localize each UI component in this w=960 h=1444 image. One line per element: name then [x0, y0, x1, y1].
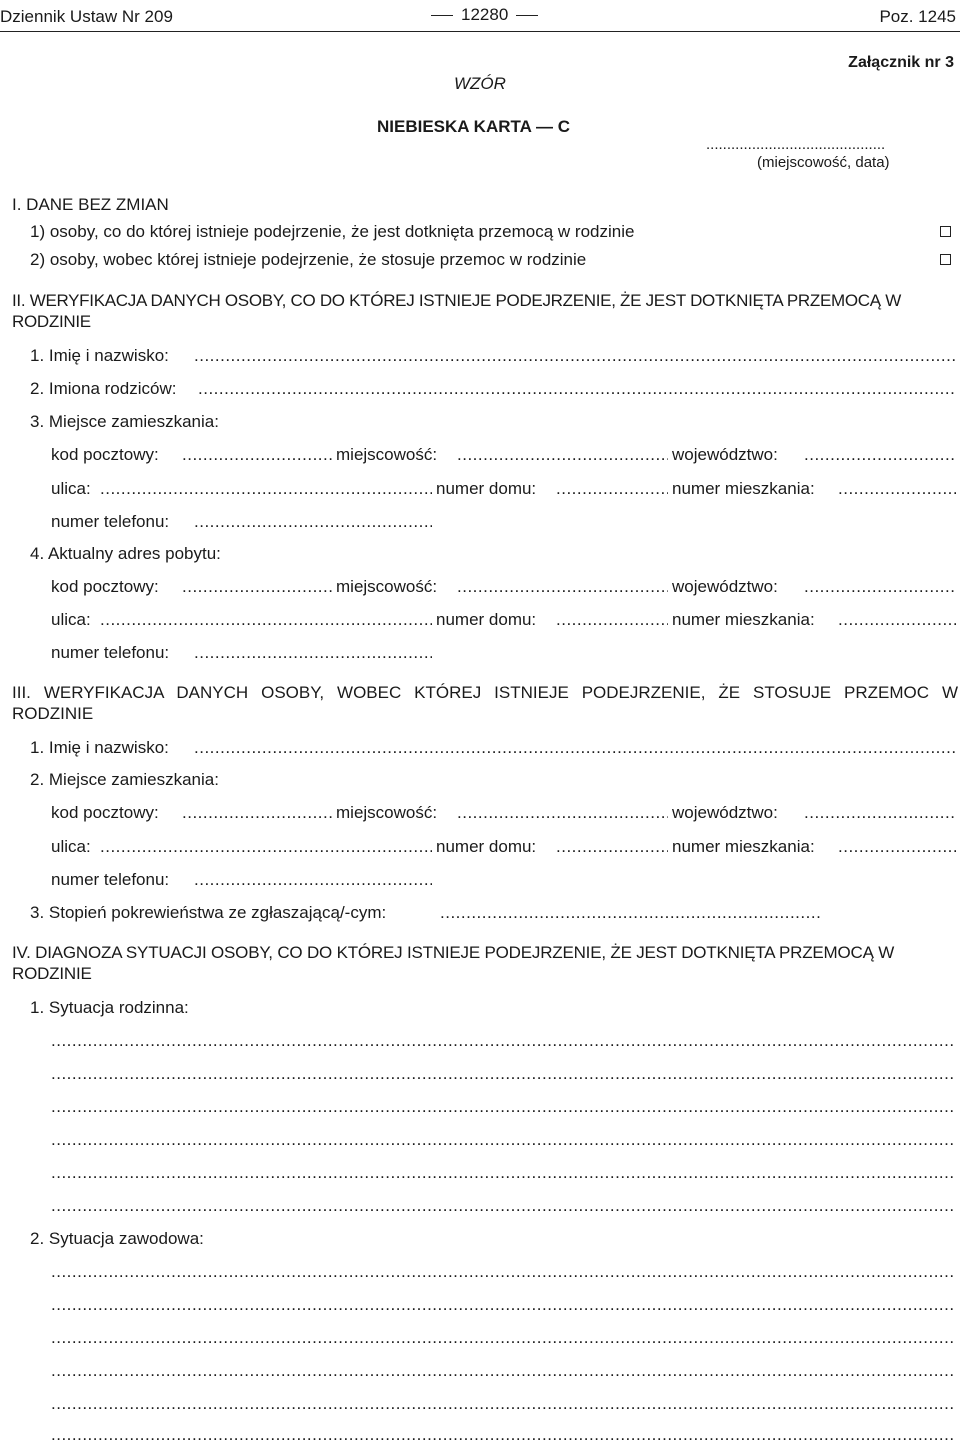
s2-city-label: miejscowość: — [336, 445, 438, 464]
position-number: Poz. 1245 — [879, 7, 956, 26]
s2c-street-field[interactable] — [100, 609, 432, 630]
s4-work-line-4[interactable] — [51, 1360, 956, 1381]
s2-parents-field[interactable] — [198, 378, 956, 399]
s2-postal-field[interactable] — [182, 444, 332, 465]
s2c-voivodeship-label: województwo: — [672, 577, 778, 596]
s2c-postal-field[interactable] — [182, 576, 332, 597]
s4-family-line-1[interactable] — [51, 1030, 956, 1051]
s2-house-label: numer domu: — [436, 479, 537, 498]
checkbox-victim[interactable] — [940, 226, 951, 237]
s2-voivodeship-field[interactable] — [804, 444, 956, 465]
s4-family-label: 1. Sytuacja rodzinna: — [30, 998, 189, 1017]
s3-kinship-label: 3. Stopień pokrewieństwa ze zgłaszającą/-cym: — [30, 903, 387, 922]
section-3-heading: III. WERYFIKACJA DANYCH OSOBY, WOBEC KTÓREJ ISTNIEJE PODEJRZENIE, ŻE STOSUJE PRZEMOC W RODZINIE — [12, 683, 958, 724]
s2-postal-label: kod pocztowy: — [51, 445, 159, 464]
s3-city-field[interactable] — [457, 802, 668, 823]
section-1-item-1: 1) osoby, co do której istnieje podejrzenie, że jest dotknięta przemocą w rodzinie — [30, 222, 635, 241]
s3-street-label: ulica: — [51, 837, 91, 856]
s4-work-line-6[interactable] — [51, 1424, 956, 1442]
s2-phone-label: numer telefonu: — [51, 512, 170, 531]
s3-city-label: miejscowość: — [336, 803, 438, 822]
s4-family-line-4[interactable] — [51, 1129, 956, 1150]
journal-title: Dziennik Ustaw Nr 209 — [0, 7, 173, 26]
annex-label: Załącznik nr 3 — [848, 54, 954, 71]
s3-flat-label: numer mieszkania: — [672, 837, 815, 856]
s2c-flat-field[interactable] — [838, 609, 956, 630]
s3-phone-label: numer telefonu: — [51, 870, 170, 889]
header-rule — [0, 31, 960, 32]
s4-work-line-5[interactable] — [51, 1393, 956, 1414]
s3-name-label: 1. Imię i nazwisko: — [30, 738, 169, 757]
s4-work-line-2[interactable] — [51, 1294, 956, 1315]
s3-postal-label: kod pocztowy: — [51, 803, 159, 822]
section-1-heading: I. DANE BEZ ZMIAN — [12, 195, 169, 214]
s4-family-line-5[interactable] — [51, 1162, 956, 1183]
s2-flat-label: numer mieszkania: — [672, 479, 815, 498]
s2-flat-field[interactable] — [838, 478, 956, 499]
section-1-item-2: 2) osoby, wobec której istnieje podejrzenie, że stosuje przemoc w rodzinie — [30, 250, 587, 269]
s2-house-field[interactable] — [556, 478, 668, 499]
s2-street-label: ulica: — [51, 479, 91, 498]
s3-house-field[interactable] — [556, 836, 668, 857]
s3-flat-field[interactable] — [838, 836, 956, 857]
s3-kinship-field[interactable] — [440, 902, 822, 923]
s2c-city-field[interactable] — [457, 576, 668, 597]
s4-work-line-3[interactable] — [51, 1327, 956, 1348]
place-date-label: (miejscowość, data) — [757, 154, 890, 171]
s2c-city-label: miejscowość: — [336, 577, 438, 596]
s2-voivodeship-label: województwo: — [672, 445, 778, 464]
document-title: NIEBIESKA KARTA — C — [377, 117, 570, 136]
s2-residence-label: 3. Miejsce zamieszkania: — [30, 412, 219, 431]
s4-work-label: 2. Sytuacja zawodowa: — [30, 1229, 204, 1248]
section-4-heading: IV. DIAGNOZA SYTUACJI OSOBY, CO DO KTÓREJ ISTNIEJE PODEJRZENIE, ŻE JEST DOTKNIĘTA PRZEMOCĄ W RODZINIE — [12, 943, 895, 984]
s4-work-line-1[interactable] — [51, 1261, 956, 1282]
s2c-voivodeship-field[interactable] — [804, 576, 956, 597]
place-date-field[interactable]: ........................................... — [706, 136, 886, 153]
s2-street-field[interactable] — [100, 478, 432, 499]
s3-street-field[interactable] — [100, 836, 432, 857]
s2c-house-field[interactable] — [556, 609, 668, 630]
s2-city-field[interactable] — [457, 444, 668, 465]
s4-family-line-6[interactable] — [51, 1195, 956, 1216]
s2c-postal-label: kod pocztowy: — [51, 577, 159, 596]
s2-name-field[interactable] — [194, 345, 956, 366]
s3-name-field[interactable] — [194, 737, 956, 758]
s2-phone-field[interactable] — [194, 511, 432, 532]
s3-postal-field[interactable] — [182, 802, 332, 823]
s3-voivodeship-label: województwo: — [672, 803, 778, 822]
s2c-flat-label: numer mieszkania: — [672, 610, 815, 629]
s2-name-label: 1. Imię i nazwisko: — [30, 346, 169, 365]
checkbox-perpetrator[interactable] — [940, 254, 951, 265]
s4-family-line-2[interactable] — [51, 1063, 956, 1084]
page-number: 12280 — [431, 4, 531, 25]
s2-parents-label: 2. Imiona rodziców: — [30, 379, 177, 398]
s3-phone-field[interactable] — [194, 869, 432, 890]
s2c-house-label: numer domu: — [436, 610, 537, 629]
s3-residence-label: 2. Miejsce zamieszkania: — [30, 770, 219, 789]
template-label: WZÓR — [454, 74, 506, 93]
s2c-phone-label: numer telefonu: — [51, 643, 170, 662]
s3-voivodeship-field[interactable] — [804, 802, 956, 823]
s2-current-label: 4. Aktualny adres pobytu: — [30, 544, 221, 563]
section-2-heading: II. WERYFIKACJA DANYCH OSOBY, CO DO KTÓREJ ISTNIEJE PODEJRZENIE, ŻE JEST DOTKNIĘTA PRZEMOCĄ W RODZINIE — [12, 291, 901, 332]
s2c-street-label: ulica: — [51, 610, 91, 629]
s2c-phone-field[interactable] — [194, 642, 432, 663]
s3-house-label: numer domu: — [436, 837, 537, 856]
s4-family-line-3[interactable] — [51, 1096, 956, 1117]
